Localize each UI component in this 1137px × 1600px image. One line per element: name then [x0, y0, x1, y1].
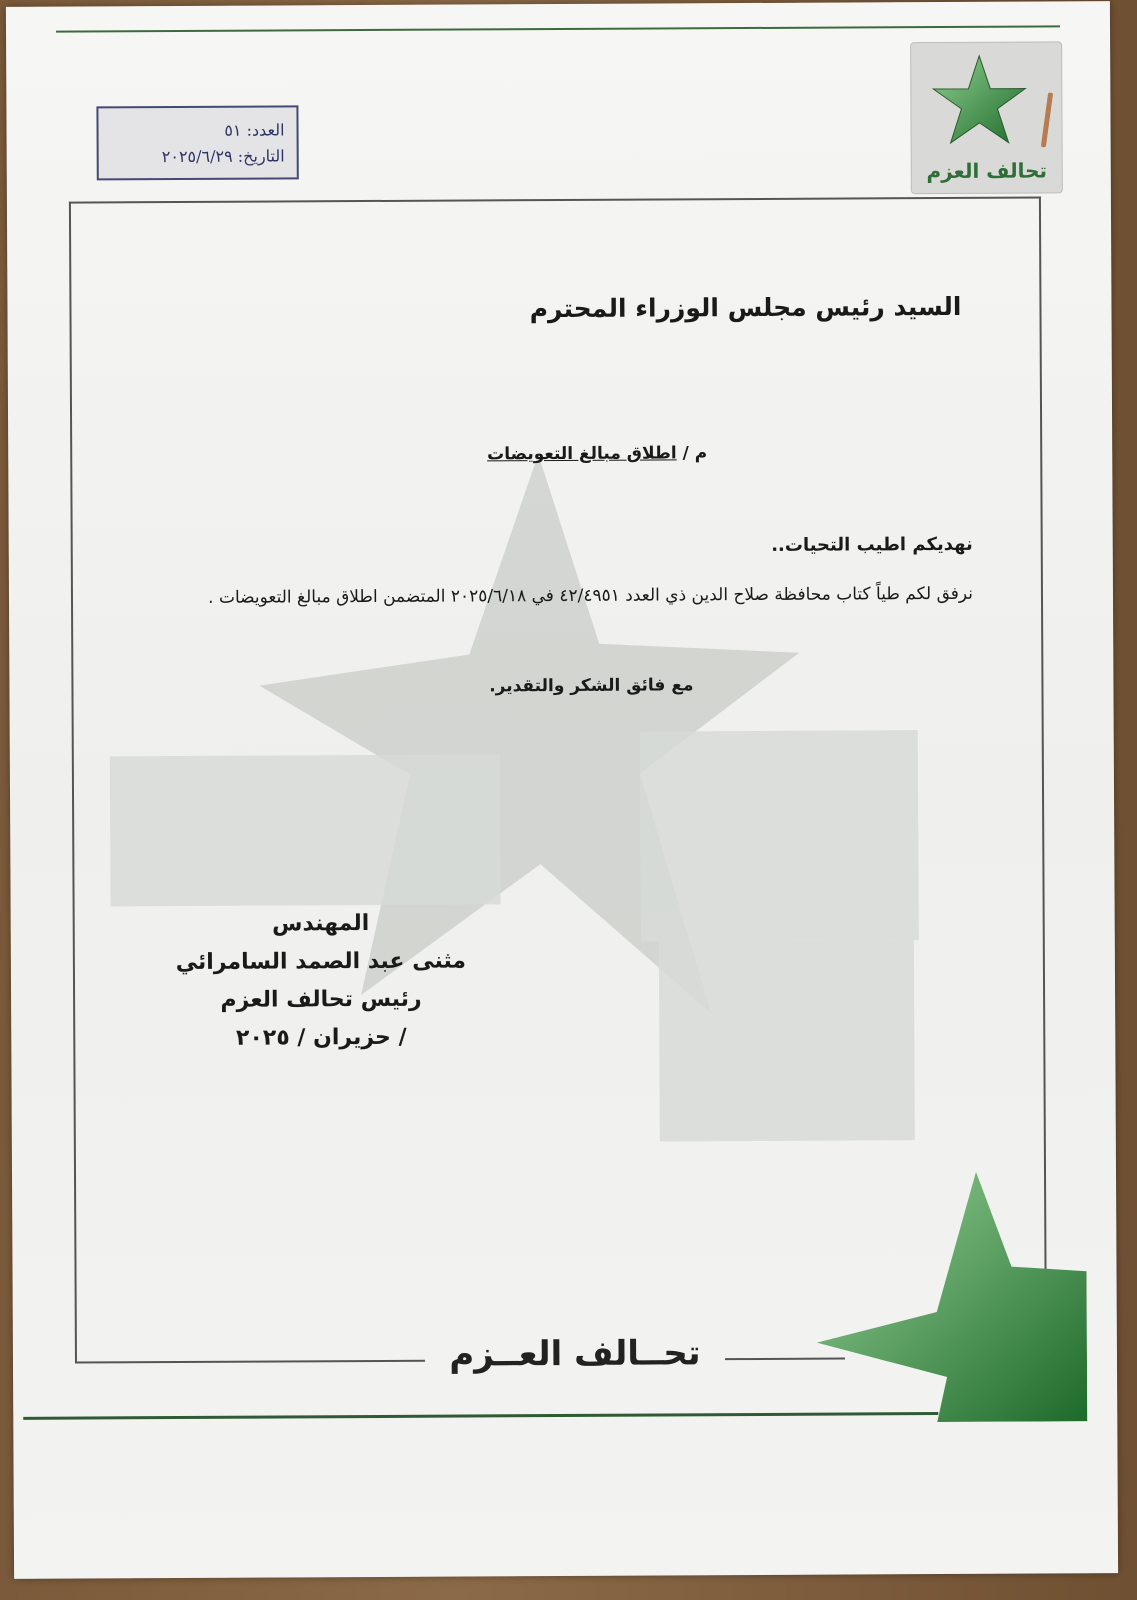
signer-position: رئيس تحالف العزم [220, 986, 422, 1013]
pencil-icon [1041, 92, 1053, 147]
top-rule [56, 25, 1060, 32]
ref-number: العدد: ٥١ [224, 120, 285, 140]
greeting: نهديكم اطيب التحيات.. [771, 533, 973, 556]
logo-text: تحالف العزم [926, 158, 1048, 184]
subject-prefix: م / [682, 443, 708, 464]
ref-date: التاريخ: ٢٠٢٥/٦/٢٩ [161, 146, 285, 167]
alliance-logo [910, 41, 1063, 194]
signature-date: / حزيران / ٢٠٢٥ [235, 1024, 407, 1051]
star-logo-icon [929, 51, 1030, 152]
reference-stamp [96, 105, 298, 180]
redacted-area [659, 940, 915, 1141]
signature-block [161, 904, 482, 1058]
corner-star-icon [816, 1171, 1087, 1422]
signer-name: مثنى عبد الصمد السامرائي [175, 948, 467, 976]
redacted-area [110, 754, 501, 906]
footer-brand: تحــالف العــزم [449, 1333, 701, 1375]
letter-page [6, 1, 1118, 1579]
body-text: نرفق لكم طياً كتاب محافظة صلاح الدين ذي العدد ٤٢/٤٩٥١ في ٢٠٢٥/٦/١٨ المتضمن اطلاق مبالغ التعويضات . [208, 583, 974, 608]
signer-title: المهندس [272, 911, 370, 937]
bottom-rule [23, 1412, 938, 1420]
subject-text: اطلاق مبالغ التعويضات [487, 443, 677, 465]
addressee: السيد رئيس مجلس الوزراء المحترم [529, 291, 962, 324]
redacted-area [640, 730, 919, 941]
frame-bottom-line [75, 1360, 425, 1364]
subject-line [487, 443, 707, 464]
closing: مع فائق الشكر والتقدير. [489, 675, 694, 697]
